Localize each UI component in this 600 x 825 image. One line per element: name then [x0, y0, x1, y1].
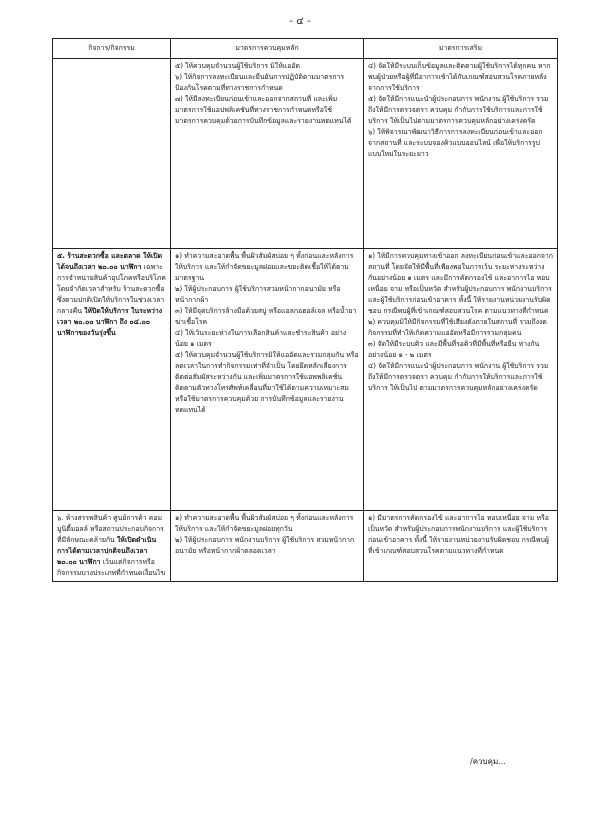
- main-item: ๔) ให้เว้นระยะห่างในการเลือกสินค้าและชำระสินค้า อย่างน้อย ๑ เมตร: [175, 329, 347, 348]
- main-item: ๑) ทำความสะอาดพื้น พื้นผิวสัมผัสบ่อย ๆ ทั้งก่อนและหลังการให้บริการ และให้กำจัดขยะมูลฝอยทุกวัน: [175, 514, 354, 533]
- extra-item: ๓) จัดให้มีระบบคิว และมีพื้นที่รอคิวที่มีพื้นที่หรือยืน ห่างกันอย่างน้อย ๑ - ๒ เมตร: [368, 340, 540, 359]
- extra-item: ๑) ให้มีการควบคุมทางเข้าออก ลงทะเบียนก่อนเข้าและออกจากสถานที่ โดยจัดให้มีพื้นที่เพียงพอในการเว้น ระยะห่างระหว่างกันอย่างน้อย ๑ เมตร และมีการคัดกรองไข้ และอาการไอ หอบเหนื่อย จาม หรือเป็นหวัด สำหรับผู้ประกอบการ พนักงานบริการ และผู้ใช้บริการก่อนเข้าอาคาร ทั้งนี้ ให้รายงานหน่วยงานรับผิดชอบ กรณีพบผู้ที่เข้าเกณฑ์สอบสวนโรค ตามแนวทางที่กำหนด: [368, 252, 553, 315]
- extra-item: ๔) จัดให้มีระบบเก็บข้อมูลและติดตามผู้ใช้บริการได้ทุกคน หากพบผู้ป่วยหรือผู้ที่มีอาการเข้าได้กับเกณฑ์สอบสวนโรคภายหลังจากการใช้บริการ: [368, 62, 551, 92]
- activity-cell: [53, 511, 171, 582]
- extra-item: ๔) จัดให้มีการแนะนำผู้ประกอบการ พนักงาน ผู้ใช้บริการ รวมถึงให้มีการตรวจตรา ควบคุม กำกับการให้บริการและการใช้บริการ ให้เป็นไป ตามมาตรการควบคุมหลักอย่างเคร่งครัด: [368, 362, 549, 392]
- continuation-note: /ควบคุม...: [470, 757, 506, 766]
- table-row: [53, 59, 558, 249]
- activity-text: ๕. ร้านสะดวกซื้อ และตลาด ให้เปิดได้จนถึงเวลา ๒๐.๐๐ นาฬิกา เฉพาะการจำหน่ายสินค้าอุปโภคหรือบริโภค โดยจำกัดเวลาสำหรับ ร้านสะดวกซื้อ ซึ่งตามปกติเปิดให้บริการในช่วงเวลากลางคืน ให้ปิดให้บริการ ในระหว่างเวลา ๒๐.๐๐ นาฬิกา ถึง ๐๔.๐๐ นาฬิกาของวันรุ่งขึ้น: [57, 252, 166, 337]
- main-measures-cell: [171, 59, 364, 249]
- main-item: ๒) ให้ผู้ประกอบการ ผู้ใช้บริการสวมหน้ากากอนามัย หรือหน้ากากผ้า: [175, 285, 341, 304]
- extra-item: ๑) มีมาตรการคัดกรองไข้ และอาการไอ หอบเหนื่อย จาม หรือเป็นหวัด สำหรับผู้ประกอบการพนักงานบริการ และผู้ใช้บริการก่อนเข้าอาคาร ทั้งนี้ ให้รายงานหน่วยงานรับผิดชอบ กรณีพบผู้ที่เข้าเกณฑ์สอบสวนโรคตามแนวทางที่กำหนด: [368, 514, 549, 555]
- activity-cell: [53, 249, 171, 511]
- table-header-row: [53, 39, 558, 59]
- activity-cell: [53, 59, 171, 249]
- main-measures-cell: [171, 249, 364, 511]
- table-row: [53, 511, 558, 582]
- main-item: ๑) ทำความสะอาดพื้น พื้นผิวสัมผัสบ่อย ๆ ทั้งก่อนและหลังการให้บริการ และให้กำจัดขยะมูลฝอยและขยะติดเชื้อให้ได้ตามมาตรฐาน: [175, 252, 354, 282]
- header-main-measures: มาตรการควบคุมหลัก: [171, 39, 364, 59]
- table-row: [53, 249, 558, 511]
- main-item: ๒) ให้ผู้ประกอบการ พนักงานบริการ ผู้ใช้บริการ สวมหน้ากากอนามัย หรือหน้ากากผ้าตลอดเวลา: [175, 536, 355, 555]
- main-item: ๕) ให้ควบคุมจำนวนผู้ใช้บริการ มิให้แออัด: [175, 62, 300, 70]
- main-item: ๖) ให้กิจการลงทะเบียนและยืนยันการปฏิบัติตามมาตรการป้องกันโรคตามที่ทางราชการกำหนด: [175, 73, 345, 92]
- extra-measures-cell: [364, 59, 558, 249]
- extra-item: ๖) ให้พิจารณาพัฒนาวิธีการการลงทะเบียนก่อนเข้าและออกจากสถานที่ และระบบจองคิวแบบออนไลน์ เพื่อให้บริการรูปแบบใหม่ในระยะยาว: [368, 128, 543, 158]
- main-item: ๗) ให้มีลงทะเบียนก่อนเข้าและออกจากสถานที่ และเพิ่มมาตรการใช้แอปพลิเคชันที่ทางราชการกำหนดหรือใช้มาตรการควบคุมด้วยการบันทึกข้อมูลและรายงานทดแทนได้: [175, 95, 352, 125]
- page-number: - ๔ -: [289, 16, 311, 27]
- main-item: ๓) ให้มีจุดบริการล้างมือด้วยสบู่ หรือแอลกอฮอล์เจล หรือน้ำยาฆ่าเชื้อโรค: [175, 307, 357, 326]
- extra-item: ๒) ควบคุมมิให้มีกิจกรรมที่ใช้เสียงดังภายในสถานที่ รวมถึงงดกิจกรรมที่ทำให้เกิดความแออัดหรือมีการรวมกลุ่มคน: [368, 318, 547, 337]
- activity-text: ๖. ห้างสรรพสินค้า ศูนย์การค้า คอมมูนิตี้มอลล์ หรือสถานประกอบกิจการที่มีลักษณะคล้ายกัน ให้เปิดดำเนินการได้ตามเวลาปกติจนถึงเวลา ๒๐.๐๐ นาฬิกา เว้นแต่กิจการหรือกิจกรรมบางประเภทที่กำหนดเงื่อนไข: [57, 514, 166, 577]
- main-measures-cell: [171, 511, 364, 582]
- measures-table: [52, 38, 558, 582]
- header-extra-measures: มาตรการเสริม: [364, 39, 558, 59]
- extra-item: ๕) จัดให้มีการแนะนำผู้ประกอบการ พนักงาน ผู้ใช้บริการ รวมถึงให้มีการตรวจตรา ควบคุม กำกับการใช้บริการและการใช้บริการ ให้เป็นไปตามมาตรการควบคุมหลักอย่างเคร่งครัด: [368, 95, 549, 125]
- main-item: ๕) ให้ควบคุมจำนวนผู้ใช้บริการมิให้แออัดและรวมกลุ่มกัน หรือลดเวลาในการทำกิจกรรมเท่าที่จำเป็น โดยยึดหลักเลี่ยงการติดต่อสัมผัสระหว่างกัน และเพิ่มมาตรการใช้แอพพลิเคชั่นติดตามตัวทางโทรศัพท์เคลื่อนที่มาใช้ได้ตามความเหมาะสม หรือใช้มาตรการควบคุมด้วย การบันทึกข้อมูลและรายงานทดแทนได้: [175, 351, 359, 414]
- extra-measures-cell: [364, 511, 558, 582]
- extra-measures-cell: [364, 249, 558, 511]
- header-activity: กิจการ/กิจกรรม: [53, 39, 171, 59]
